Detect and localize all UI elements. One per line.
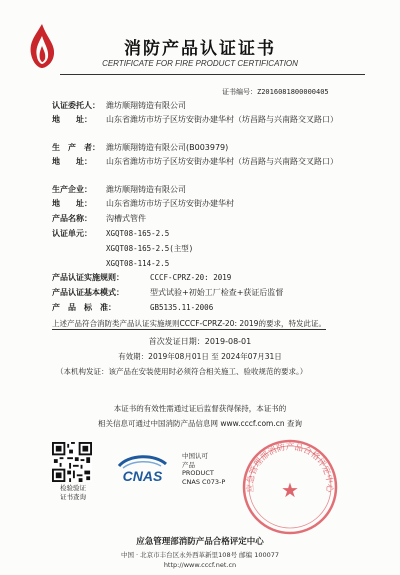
factory-address-value: 山东省潍坊市坊子区坊安街办建华村 <box>106 199 234 208</box>
official-seal-icon <box>240 437 340 537</box>
header-divider <box>60 74 365 75</box>
first-issue-date: 首次发证日期：2019-08-01 <box>148 337 252 346</box>
mode-value: 型式试验+初始工厂检查+获证后监督 <box>150 288 284 297</box>
model-item: XGQT08-114-2.5 <box>106 259 170 268</box>
product-label: 产品名称： <box>52 214 92 223</box>
client-value: 潍坊顺翔铸造有限公司 <box>106 101 186 110</box>
standard-value: GB5135.11-2006 <box>150 303 214 312</box>
factory-address-label: 地 址： <box>52 199 92 208</box>
maker-value: 潍坊顺翔铸造有限公司(B003979) <box>106 143 229 152</box>
seal-text: 应急管理部消防产品合格评定中心 <box>245 442 335 493</box>
qr-caption-line-2: 证书查询 <box>60 493 86 501</box>
factory-label: 生产企业： <box>52 185 92 194</box>
factory-value: 潍坊顺翔铸造有限公司 <box>106 185 186 194</box>
cnas-logo-text: CNAS <box>122 468 163 484</box>
certificate-subtitle: CERTIFICATE FOR FIRE PRODUCT CERTIFICATION <box>102 59 298 68</box>
qr-caption-line-1: 检验验证 <box>60 484 86 492</box>
client-address-value: 山东省潍坊市坊子区坊安街办建华村（坊昌路与兴南路交叉路口） <box>106 115 338 124</box>
footer-address: 中国 · 北京市丰台区永外西革新里108号 邮编 100077 <box>120 551 280 559</box>
footer-organization: 应急管理部消防产品合格评定中心 <box>136 537 264 547</box>
rules-value: CCCF-CPRZ-20: 2019 <box>150 273 232 282</box>
conformity-statement: 上述产品符合消防类产品认证实施规则CCCF-CPRZ-20: 2019的要求，特发此证。 <box>52 319 326 328</box>
qr-code-icon[interactable] <box>52 442 92 482</box>
notice-line-1: 本证书的有效性需通过证后监督获得保持，本证书的 <box>113 404 287 413</box>
maker-address-value: 山东省潍坊市坊子区坊安街办建华村（坊昌路与兴南路交叉路口） <box>106 157 338 166</box>
model-item: XGQT08-165-2.5(主型) <box>106 244 194 253</box>
seal-star-icon: ★ <box>281 478 299 502</box>
client-label: 认证委托人： <box>52 101 100 110</box>
product-value: 沟槽式管件 <box>106 214 146 223</box>
maker-label: 生 产 者： <box>52 143 100 152</box>
maker-address-label: 地 址： <box>52 157 92 166</box>
certificate-number: 证书编号：Z2016081800000405 <box>222 88 329 96</box>
rules-label: 产品认证实施规则： <box>52 273 124 282</box>
notice-line-2: 相关信息可通过中国消防产品信息网 www.cccf.com.cn 查询 <box>98 419 302 428</box>
model-item: XGQT08-165-2.5 <box>106 229 170 238</box>
cnas-logo <box>115 452 170 487</box>
client-address-label: 地 址： <box>52 115 92 124</box>
installation-note: （本机构发证：该产品在安装使用时必须符合相关施工、验收规范的要求。） <box>56 367 308 376</box>
standard-label: 产 品 标 准： <box>52 303 116 312</box>
certificate-title: 消防产品认证证书 <box>124 39 276 59</box>
mode-label: 产品认证基本模式： <box>52 288 124 297</box>
validity-period: 有效期：2019年08月01日 至 2024年07月31日 <box>118 352 282 361</box>
cnas-accreditation-text: 中国认可 产品 PRODUCT CNAS C073-P <box>182 452 226 486</box>
models-label: 认证单元： <box>52 229 92 238</box>
footer-url[interactable]: http://www.cccf.net.cn <box>163 561 237 569</box>
